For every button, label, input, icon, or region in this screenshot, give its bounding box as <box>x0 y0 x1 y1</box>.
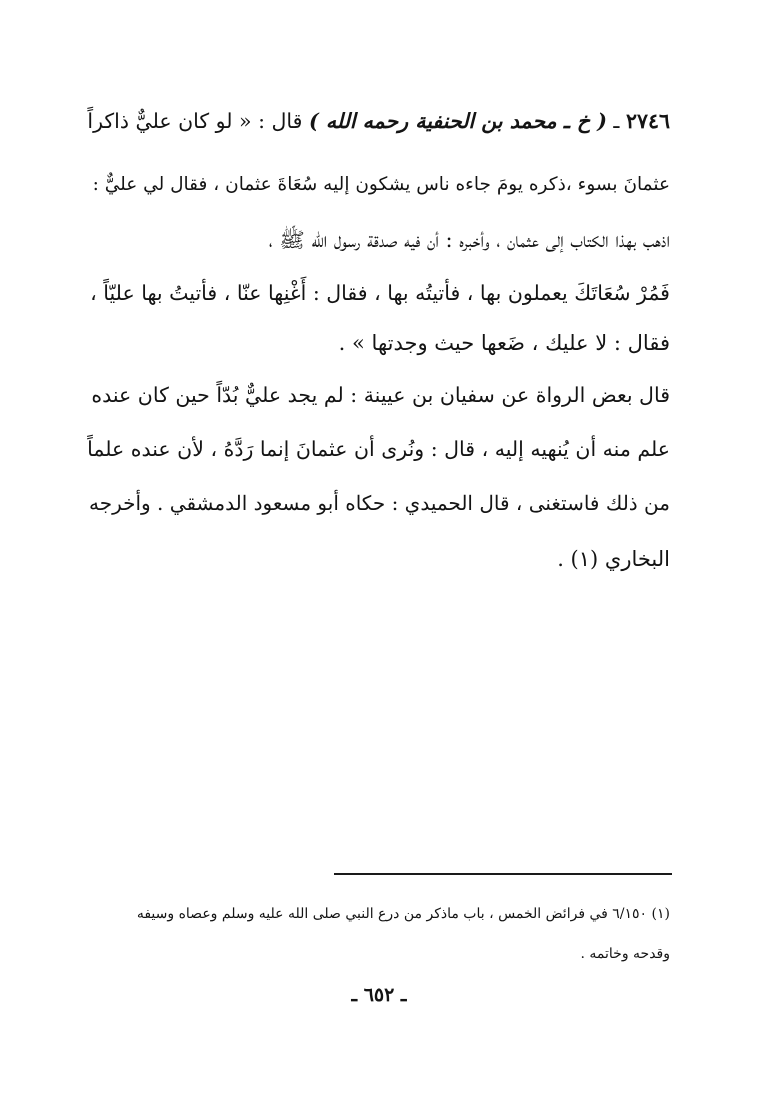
hadith-source: ( خ ـ محمد بن الحنفية رحمه الله ) <box>308 109 607 133</box>
commentary-line-2: علم منه أن يُنهيه إليه ، قال : ونُرى أن عثمانَ إنما رَدَّهُ ، لأن عنده علماً <box>87 437 670 461</box>
footnote-line-1: (١) ٦/١٥٠ في فرائض الخمس ، باب ماذكر من درع النبي صلى الله عليه وسلم وعصاه وسيفه <box>136 906 670 922</box>
hadith-line-4: فَمُرْ سُعَاتَكَ يعملون بها ، فأتيتُه بها ، فقال : أَغْنِها عنّا ، فأتيتُ بها عليّاً ، <box>90 281 670 305</box>
hadith-line-1-text: قال : « لو كان عليٌّ ذاكراً <box>87 109 309 133</box>
hadith-dash: ـ <box>606 109 626 133</box>
page-number: ـ ٦٥٢ ـ <box>351 984 407 1006</box>
footnote-divider <box>334 873 672 875</box>
hadith-number: ٢٧٤٦ <box>625 109 670 133</box>
commentary-line-4: البخاري (١) . <box>557 547 670 571</box>
hadith-line-1 <box>87 106 670 136</box>
hadith-line-5: فقال : لا عليك ، ضَعها حيث وجدتها » . <box>338 331 670 355</box>
hadith-line-3: اذهب بهذا الكتاب إلى عثمان ، وأخبره : أن فيه صدقة رسول الله ﷺ ، <box>268 228 670 252</box>
hadith-line-2: عثمانَ بسوء ،ذكره يومَ جاءه ناس يشكون إليه سُعَاةَ عثمان ، فقال لي عليٌّ : <box>92 174 670 195</box>
footnote-line-2: وقدحه وخاتمه . <box>580 946 670 962</box>
commentary-line-1: قال بعض الرواة عن سفيان بن عيينة : لم يجد عليٌّ بُدّاً حين كان عنده <box>91 383 670 407</box>
commentary-line-3: من ذلك فاستغنى ، قال الحميدي : حكاه أبو مسعود الدمشقي . وأخرجه <box>89 491 670 515</box>
